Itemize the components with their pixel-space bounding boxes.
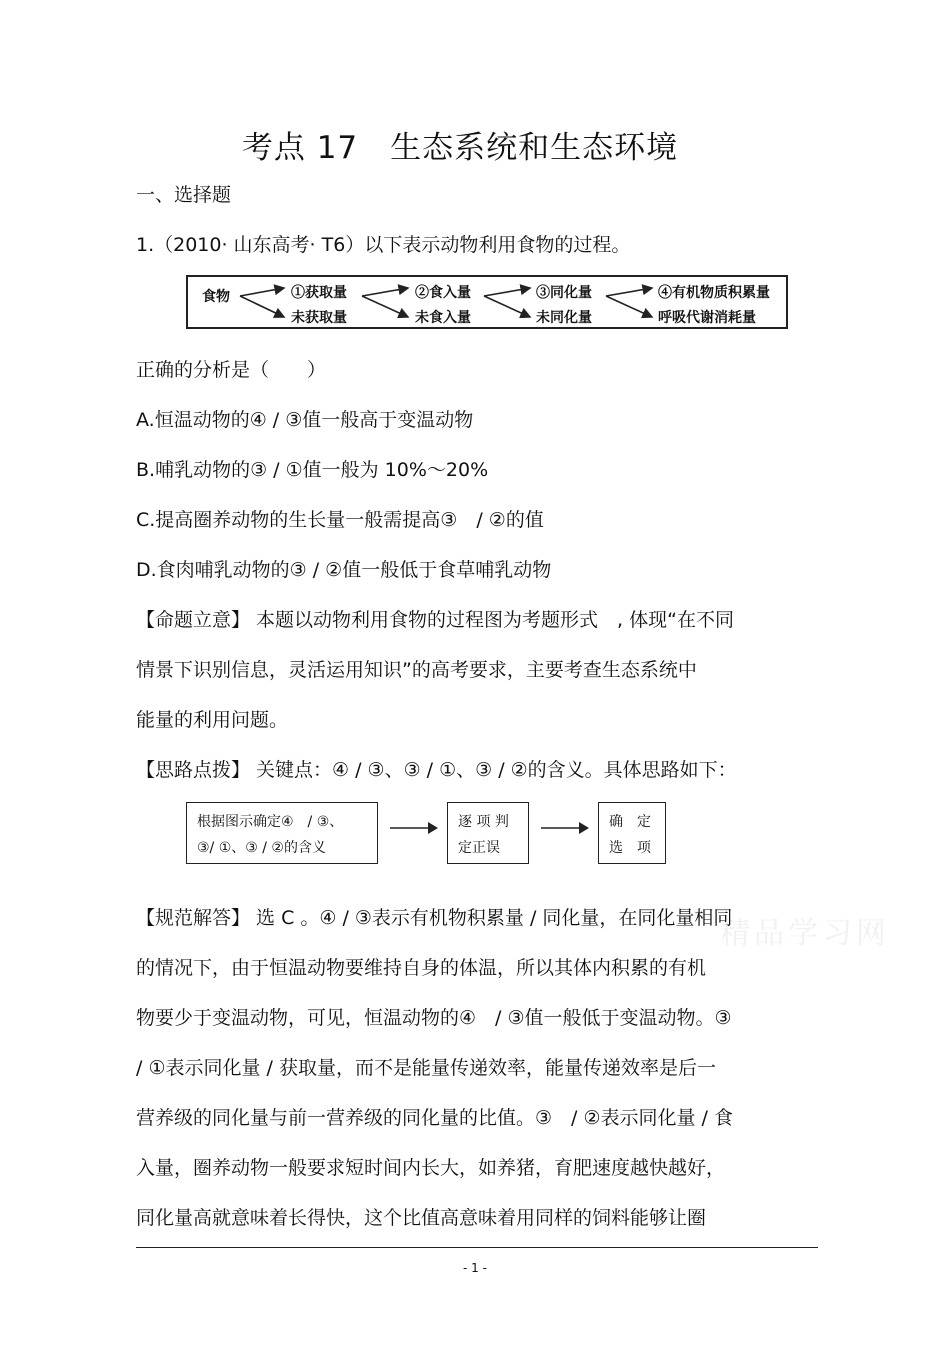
flow-top-3: ③同化量 <box>536 285 592 301</box>
intent-line-1: 【命题立意】 本题以动物利用食物的过程图为考题形式 , 体现“在不同 <box>136 609 734 631</box>
answer-line-3: 物要少于变温动物，可见，恒温动物的④ / ③值一般低于变温动物。③ <box>136 1007 732 1029</box>
answer-line-1: 【规范解答】 选 C 。④ / ③表示有机物积累量 / 同化量，在同化量相同 <box>136 907 733 929</box>
answer-line-4: / ①表示同化量 / 获取量，而不是能量传递效率，能量传递效率是后一 <box>136 1057 716 1079</box>
flow-box-1-line-2: ③/ ①、③ / ②的含义 <box>197 840 326 856</box>
intent-line-3: 能量的利用问题。 <box>136 709 289 731</box>
flow-arrow-2 <box>539 818 591 838</box>
option-d: D.食肉哺乳动物的③ / ②值一般低于食草哺乳动物 <box>136 559 552 581</box>
flow-box-3-line-2: 选 项 <box>609 840 651 856</box>
flow-box-2-line-1: 逐 项 判 <box>458 814 509 830</box>
flow-bottom-1: 未获取量 <box>291 310 347 326</box>
flow-box-2-line-2: 定正误 <box>458 840 500 856</box>
page-number: - 1 - <box>463 1261 487 1275</box>
flow-bottom-2: 未食入量 <box>415 310 471 326</box>
option-c: C.提高圈养动物的生长量一般需提高③ / ②的值 <box>136 509 544 531</box>
question-header: 1.（2010· 山东高考· T6）以下表示动物利用食物的过程。 <box>136 234 631 256</box>
flow-top-1: ①获取量 <box>291 285 347 301</box>
flow-box-1-line-1: 根据图示确定④ / ③、 <box>197 814 344 830</box>
flow-box-3-line-1: 确 定 <box>609 814 651 830</box>
footer-divider <box>136 1247 818 1248</box>
answer-line-5: 营养级的同化量与前一营养级的同化量的比值。③ / ②表示同化量 / 食 <box>136 1107 733 1129</box>
answer-line-2: 的情况下，由于恒温动物要维持自身的体温，所以其体内积累的有机 <box>136 957 707 979</box>
option-b: B.哺乳动物的③ / ①值一般为 10%～20% <box>136 459 489 481</box>
flow-arrow-1 <box>388 818 440 838</box>
question-stem: 正确的分析是（ ） <box>136 359 327 381</box>
flow-box-2 <box>447 802 529 864</box>
food-flow-figure <box>186 275 788 329</box>
tips-line: 【思路点拨】 关键点：④ / ③、③ / ①、③ / ②的含义。具体思路如下： <box>136 759 737 781</box>
answer-line-6: 入量，圈养动物一般要求短时间内长大，如养猪，育肥速度越快越好， <box>136 1157 726 1179</box>
watermark: 精品学习网 <box>720 916 890 951</box>
section-heading: 一、选择题 <box>136 184 232 206</box>
flow-box-3 <box>598 802 666 864</box>
flow-top-2: ②食入量 <box>415 285 471 301</box>
page-title: 考点 17 生态系统和生态环境 <box>241 130 679 166</box>
answer-line-7: 同化量高就意味着长得快，这个比值高意味着用同样的饲料能够让圈 <box>136 1207 707 1229</box>
flow-food-label: 食物 <box>202 289 230 305</box>
flow-box-1 <box>186 802 378 864</box>
flow-bottom-3: 未同化量 <box>536 310 592 326</box>
intent-line-2: 情景下识别信息，灵活运用知识”的高考要求，主要考查生态系统中 <box>136 659 697 681</box>
option-a: A.恒温动物的④ / ③值一般高于变温动物 <box>136 409 474 431</box>
flow-top-4: ④有机物质积累量 <box>658 285 770 301</box>
flow-bottom-4: 呼吸代谢消耗量 <box>658 310 756 326</box>
